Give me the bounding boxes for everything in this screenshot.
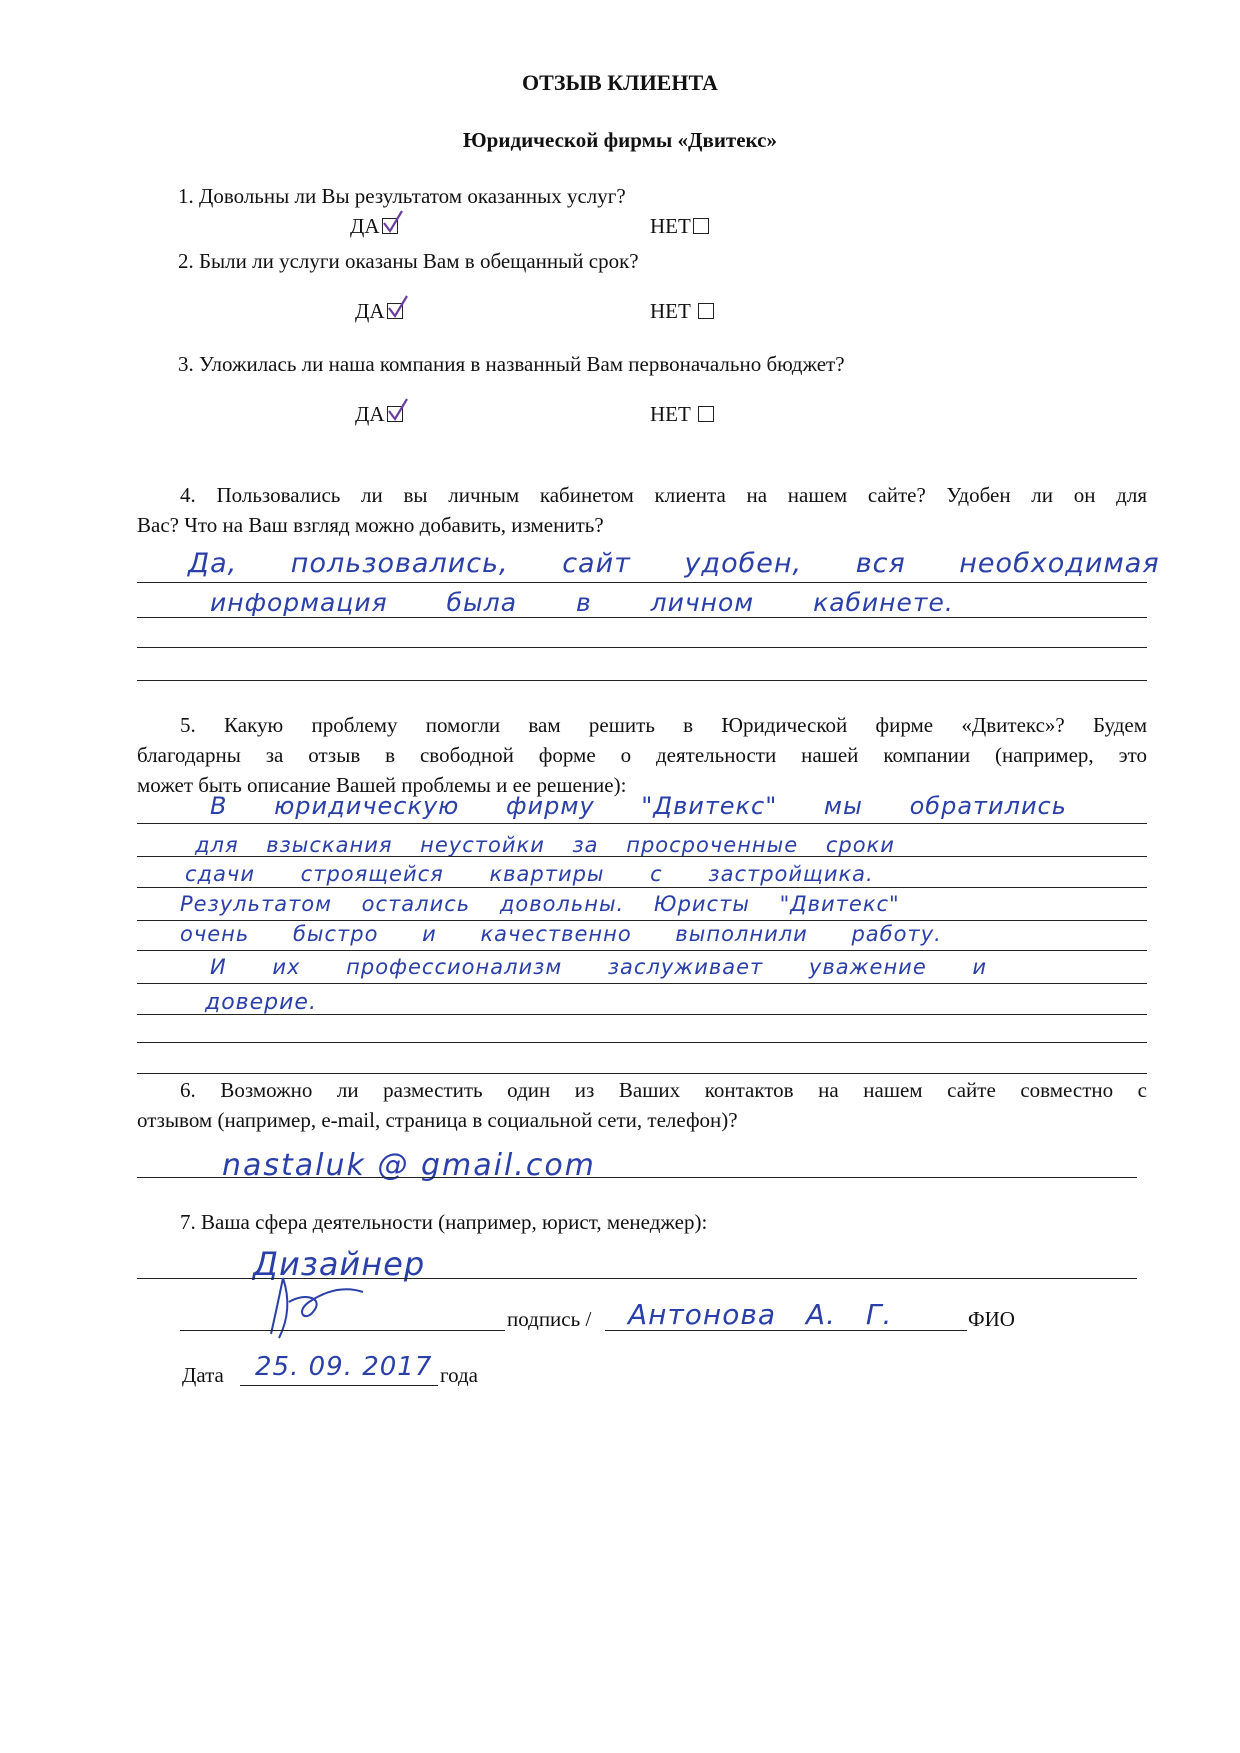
checkbox-no[interactable] [698, 406, 714, 422]
question-4-line-1: 4. Пользовались ли вы личным кабинетом клиента на нашем сайте? Удобен ли он для [180, 483, 1147, 507]
full-name-line [605, 1330, 967, 1331]
checkbox-yes-checked[interactable] [382, 218, 398, 234]
answer-line [137, 617, 1147, 618]
checkbox-no[interactable] [698, 303, 714, 319]
question-3-text: 3. Уложилась ли наша компания в названный Вам первоначально бюджет? [178, 352, 845, 376]
no-label: НЕТ [650, 299, 691, 323]
question-5-answer-line-2[interactable]: для взыскания неустойки за просроченные сроки [195, 833, 895, 857]
answer-line [137, 950, 1147, 951]
no-label: НЕТ [650, 214, 691, 238]
checkbox-no[interactable] [693, 218, 709, 234]
question-5-answer-line-5[interactable]: очень быстро и качественно выполнили работу. [180, 922, 942, 946]
question-2-yes-option[interactable] [355, 297, 403, 325]
answer-line [137, 582, 1147, 583]
answer-line [137, 983, 1147, 984]
question-5-line-2: благодарны за отзыв в свободной форме о деятельности нашей компании (например, это [137, 743, 1147, 767]
answer-line [137, 823, 1147, 824]
date-label: Дата [182, 1363, 224, 1387]
date-line [240, 1385, 438, 1386]
signature-line [180, 1330, 505, 1331]
answer-line [137, 680, 1147, 681]
answer-line [137, 1042, 1147, 1043]
question-2-no-option[interactable] [650, 297, 714, 325]
answer-line [137, 1073, 1147, 1074]
checkmark-icon [386, 294, 410, 320]
checkmark-icon [381, 209, 405, 235]
answer-line [137, 920, 1147, 921]
signature-label: подпись / [507, 1307, 592, 1331]
question-2-text: 2. Были ли услуги оказаны Вам в обещанный срок? [178, 249, 639, 273]
yes-label: ДА [355, 402, 385, 426]
question-1-text: 1. Довольны ли Вы результатом оказанных услуг? [178, 184, 626, 208]
question-4 [137, 480, 1147, 540]
question-5-answer-line-3[interactable]: сдачи строящейся квартиры с застройщика. [185, 862, 874, 886]
question-5-answer-line-4[interactable]: Результатом остались довольны. Юристы "Двитекс" [180, 892, 900, 916]
question-5-answer-line-6[interactable]: И их профессионализм заслуживает уважение и [210, 955, 988, 979]
question-6-line-1: 6. Возможно ли разместить один из Ваших контактов на нашем сайте совместно с [180, 1078, 1147, 1102]
date-field[interactable]: 25. 09. 2017 [255, 1352, 433, 1382]
question-1-no-option[interactable] [650, 212, 709, 240]
contact-answer-field[interactable]: nastaluk @ gmail.com [222, 1148, 596, 1183]
full-name-field[interactable]: Антонова А. Г. [628, 1298, 893, 1331]
no-label: НЕТ [650, 402, 691, 426]
yes-label: ДА [355, 299, 385, 323]
checkbox-yes-checked[interactable] [387, 303, 403, 319]
answer-line [137, 856, 1147, 857]
question-5-answer-line-7[interactable]: доверие. [205, 990, 317, 1015]
checkbox-yes-checked[interactable] [387, 406, 403, 422]
question-4-answer-line-2[interactable]: информация была в личном кабинете. [210, 588, 954, 617]
question-5 [137, 710, 1147, 800]
question-1-yes-option[interactable] [350, 212, 398, 240]
form-subtitle: Юридической фирмы «Двитекс» [463, 128, 777, 152]
question-6-line-2: отзывом (например, e-mail, страница в социальной сети, телефон)? [137, 1108, 738, 1132]
question-3-yes-option[interactable] [355, 400, 403, 428]
question-3-no-option[interactable] [650, 400, 714, 428]
handwritten-signature [265, 1272, 375, 1342]
question-4-line-2: Вас? Что на Ваш взгляд можно добавить, изменить? [137, 513, 604, 537]
question-5-line-1: 5. Какую проблему помогли вам решить в Юридической фирме «Двитекс»? Будем [180, 713, 1147, 737]
date-suffix: года [440, 1363, 478, 1387]
full-name-label: ФИО [968, 1307, 1015, 1331]
form-title: ОТЗЫВ КЛИЕНТА [522, 70, 718, 95]
answer-line [137, 1014, 1147, 1015]
question-6 [137, 1075, 1147, 1135]
question-4-answer-line-1[interactable]: Да, пользовались, сайт удобен, вся необходимая [188, 548, 1160, 579]
answer-line [137, 887, 1147, 888]
answer-line [137, 647, 1147, 648]
occupation-answer-field[interactable]: Дизайнер [253, 1245, 426, 1283]
question-7-text: 7. Ваша сфера деятельности (например, юрист, менеджер): [180, 1210, 708, 1234]
yes-label: ДА [350, 214, 380, 238]
question-5-answer-line-1[interactable]: В юридическую фирму "Двитекс" мы обратились [210, 792, 1067, 820]
checkmark-icon [386, 397, 410, 423]
answer-line [137, 1177, 1137, 1178]
question-5-line-3: может быть описание Вашей проблемы и ее решение): [137, 773, 627, 797]
